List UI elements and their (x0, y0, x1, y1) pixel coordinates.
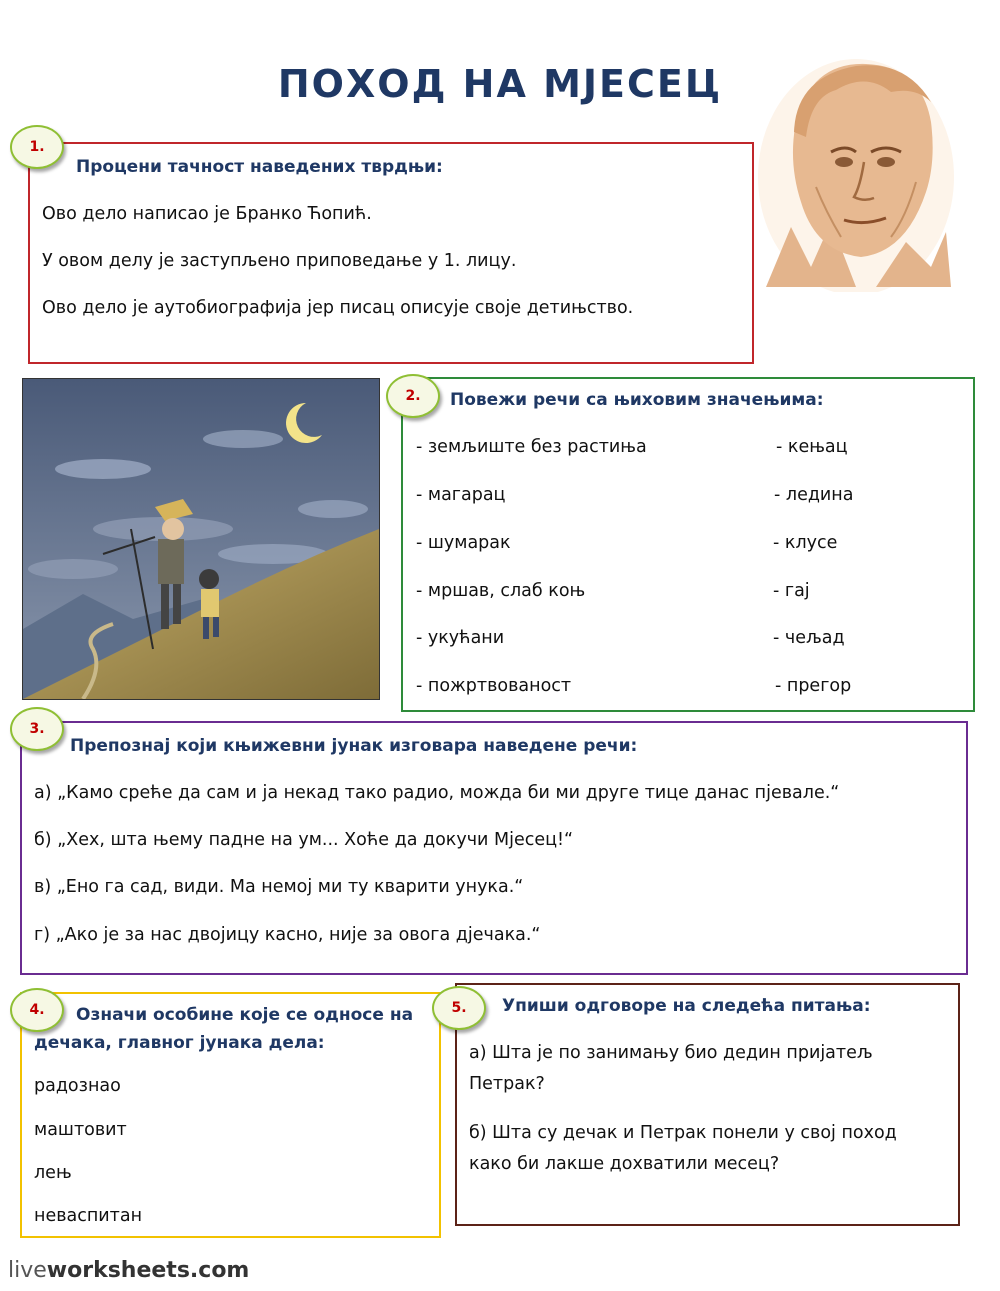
trait-3[interactable]: лењ (34, 1163, 72, 1183)
section-2-heading: Повежи речи са њиховим значењима: (450, 390, 824, 410)
author-portrait (756, 52, 956, 292)
section-4-heading-line2: дечака, главног јунака дела: (34, 1033, 325, 1053)
statement-1: Ово дело написао је Бранко Ћопић. (42, 204, 372, 224)
page-title: ПОХОД НА МЈЕСЕЦ (277, 62, 723, 106)
story-illustration (22, 378, 380, 700)
term-left-1[interactable]: - земљиште без растиња (416, 437, 647, 457)
questions-box (455, 983, 960, 1226)
term-left-5[interactable]: - укућани (416, 628, 505, 648)
term-left-2[interactable]: - магарац (416, 485, 506, 505)
term-right-6[interactable]: - прегор (775, 676, 852, 696)
trait-2[interactable]: маштовит (34, 1120, 127, 1140)
question-a-line1: а) Шта је по занимању био дедин пријатељ (469, 1043, 873, 1063)
section-3-badge: 3. (10, 707, 64, 751)
term-right-3[interactable]: - клусе (773, 533, 838, 553)
section-2-badge: 2. (386, 374, 440, 418)
watermark-bold: worksheets (46, 1258, 190, 1283)
term-right-4[interactable]: - гај (773, 581, 810, 601)
section-1-heading: Процени тачност наведених тврдњи: (76, 157, 443, 177)
term-right-1[interactable]: - кењац (776, 437, 848, 457)
term-left-6[interactable]: - пожртвованост (416, 676, 572, 696)
watermark-tail: .com (189, 1258, 250, 1283)
section-4-badge: 4. (10, 988, 64, 1032)
trait-1[interactable]: радознао (34, 1076, 121, 1096)
section-1-badge: 1. (10, 125, 64, 169)
term-right-2[interactable]: - ледина (774, 485, 854, 505)
quote-b: б) „Хех, шта њему падне на ум... Хоће да докучи Мјесец!“ (34, 830, 574, 850)
question-b-line2: како би лакше дохватили месец? (469, 1154, 780, 1174)
section-5-badge: 5. (432, 986, 486, 1030)
quote-d: г) „Ако је за нас двојицу касно, није за овога дјечака.“ (34, 925, 541, 945)
quote-a: а) „Камо среће да сам и ја некад тако радио, можда би ми друге тице данас пјевале.“ (34, 783, 840, 803)
section-4-heading-line1: Означи особине које се односе на (76, 1005, 414, 1025)
watermark-light: live (8, 1258, 47, 1283)
trait-4[interactable]: неваспитан (34, 1206, 143, 1226)
section-5-heading: Упиши одговоре на следећа питања: (502, 996, 871, 1016)
term-left-3[interactable]: - шумарак (416, 533, 511, 553)
traits-box (20, 992, 441, 1238)
term-left-4[interactable]: - мршав, слаб коњ (416, 581, 586, 601)
question-b-line1: б) Шта су дечак и Петрак понели у свој поход (469, 1123, 897, 1143)
statement-3: Ово дело је аутобиографија јер писац описује своје детињство. (42, 298, 634, 318)
term-right-5[interactable]: - чељад (773, 628, 845, 648)
watermark (8, 1258, 249, 1283)
section-3-heading: Препознај који књижевни јунак изговара наведене речи: (70, 736, 638, 756)
quote-c: в) „Ено га сад, види. Ма немој ми ту кварити унука.“ (34, 877, 524, 897)
question-a-line2: Петрак? (469, 1074, 545, 1094)
statement-2: У овом делу је заступљено приповедање у 1. лицу. (42, 251, 517, 271)
